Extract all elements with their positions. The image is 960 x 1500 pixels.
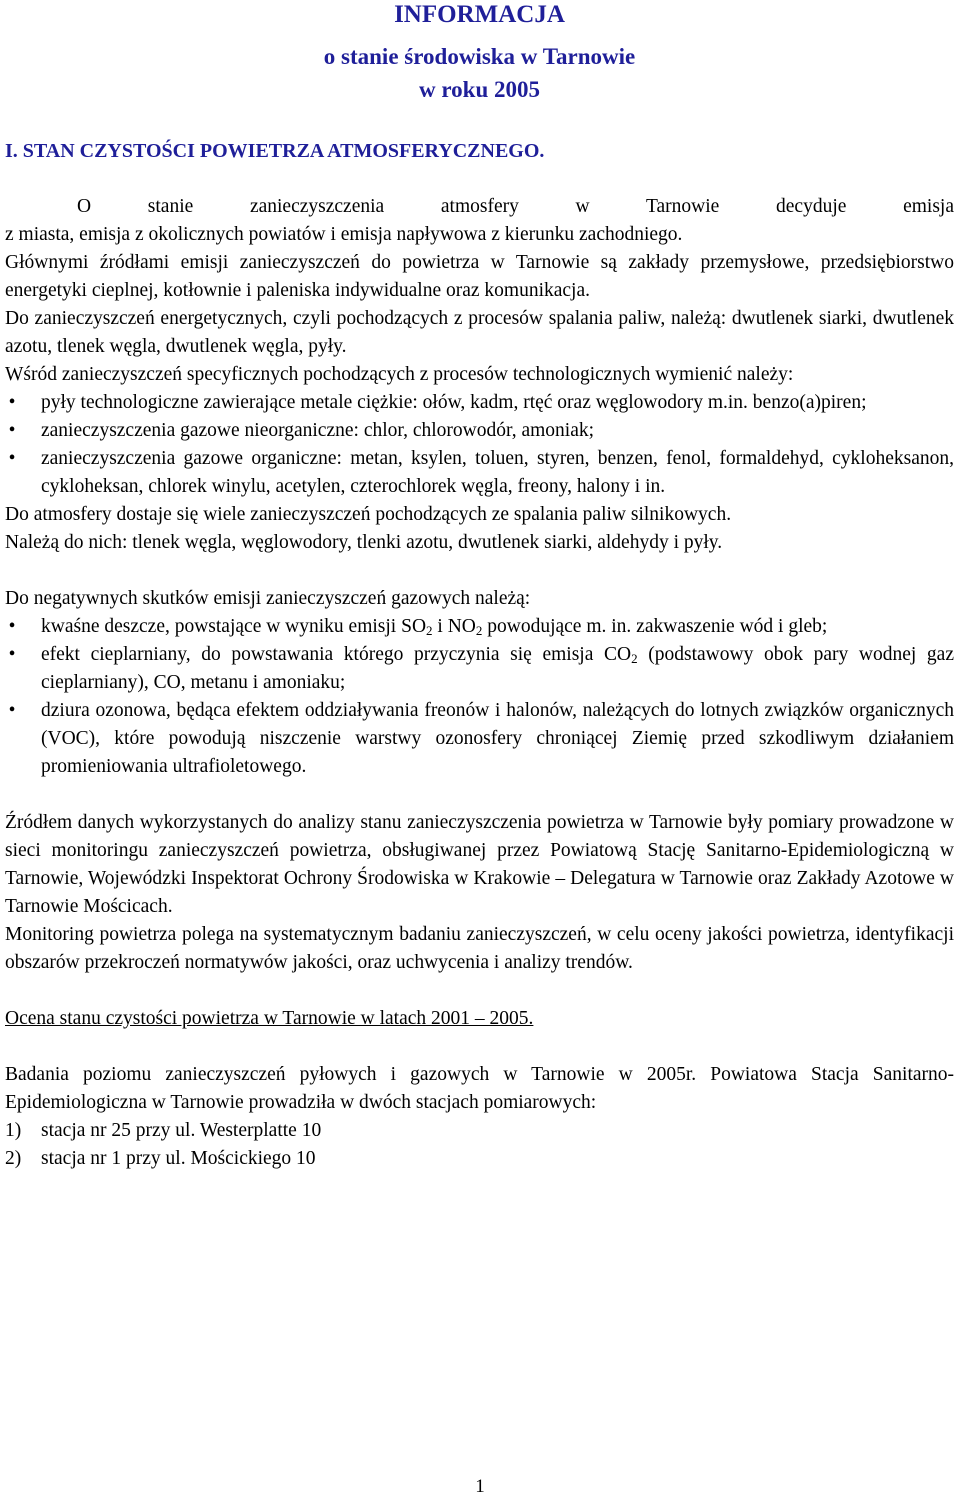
page-number: 1 xyxy=(475,1476,485,1497)
list-item: • kwaśne deszcze, powstające w wyniku emisji $SO_2$ i $NO_2$ powodujące m. in. zakwaszenie wód i gleb; xyxy=(5,613,954,641)
section-heading: I. STAN CZYSTOŚCI POWIETRZA ATMOSFERYCZNEGO. xyxy=(5,140,545,162)
list-item: • dziura ozonowa, będąca efektem oddziaływania freonów i halonów, należących do lotnych związków organicznych (VOC), które powodują niszczenie warstwy ozonosfery chroniącej Ziemię przed szkodliwym działaniem promieniowania ultrafioletowego. xyxy=(5,697,954,781)
bullet-icon: • xyxy=(8,644,16,665)
list-item: • zanieczyszczenia gazowe nieorganiczne: chlor, chlorowodór, amoniak; xyxy=(5,417,954,445)
paragraph-data-sources: Źródłem danych wykorzystanych do analizy stanu zanieczyszczenia powietrza w Tarnowie były pomiary prowadzone w sieci monitoringu zanieczyszczeń powietrza, obsługiwanej przez Powiatową Stację Sanitarno-Epidemiologiczną w Tarnowie, Wojewódzki Inspektorat Ochrony Środowiska w Krakowie – Delegatura w Tarnowie oraz Zakłady Azotowe w Tarnowie Mościcach. xyxy=(5,812,954,917)
stations-list xyxy=(5,1117,954,1173)
paragraph-measurements: Badania poziomu zanieczyszczeń pyłowych i gazowych w Tarnowie w 2005r. Powiatowa Stacja Sanitarno-Epidemiologiczna w Tarnowie prowadziła w dwóch stacjach pomiarowych: xyxy=(5,1064,954,1113)
paragraph-vehicle-pollutants: Należą do nich: tlenek węgla, węglowodory, tlenki azotu, dwutlenek siarki, aldehydy i pyły. xyxy=(5,532,723,553)
paragraph-vehicle-emissions: Do atmosfery dostaje się wiele zanieczyszczeń pochodzących ze spalania paliw silnikowych. xyxy=(5,504,732,525)
list-item: 2) stacja nr 1 przy ul. Mościckiego 10 xyxy=(5,1148,316,1169)
bullet-icon: • xyxy=(8,616,16,637)
subsection-heading: Ocena stanu czystości powietrza w Tarnowie w latach 2001 – 2005. xyxy=(5,1008,534,1029)
paragraph-sources: Głównymi źródłami emisji zanieczyszczeń do powietrza w Tarnowie są zakłady przemysłowe, przedsiębiorstwo energetyki cieplnej, kotłownie i paleniska indywidualne oraz komunikacja. xyxy=(5,252,954,301)
document-year: w roku 2005 xyxy=(419,77,540,102)
paragraph-intro-line2: z miasta, emisja z okolicznych powiatów i emisja napływowa z kierunku zachodniego. xyxy=(5,224,683,245)
document-title: INFORMACJA xyxy=(394,1,565,28)
paragraph-specific-pollutants: Wśród zanieczyszczeń specyficznych pochodzących z procesów technologicznych wymienić należy: xyxy=(5,364,794,385)
paragraph-monitoring: Monitoring powietrza polega na systematycznym badaniu zanieczyszczeń, w celu oceny jakości powietrza, identyfikacji obszarów przekroczeń normatywów jakości, oraz uchwycenia i analizy trendów. xyxy=(5,924,954,973)
bullet-icon: • xyxy=(8,448,16,469)
paragraph-energy-pollutants: Do zanieczyszczeń energetycznych, czyli pochodzących z procesów spalania paliw, należą: dwutlenek siarki, dwutlenek azotu, tlenek węgla, dwutlenek węgla, pyły. xyxy=(5,308,954,357)
effects-list xyxy=(5,613,954,781)
document-subtitle: o stanie środowiska w Tarnowie xyxy=(323,44,636,69)
bullet-icon: • xyxy=(8,392,16,413)
bullet-icon: • xyxy=(8,420,16,441)
pollutant-list xyxy=(5,389,954,501)
bullet-icon: • xyxy=(8,700,16,721)
list-item: • pyły technologiczne zawierające metale ciężkie: ołów, kadm, rtęć oraz węglowodory m.in. benzo(a)piren; xyxy=(5,389,954,417)
list-item: 1) stacja nr 25 przy ul. Westerplatte 10 xyxy=(5,1120,322,1141)
paragraph-intro-line1: O stanie zanieczyszczenia atmosfery w Tarnowie decyduje emisja xyxy=(77,196,954,217)
paragraph-negative-effects: Do negatywnych skutków emisji zanieczyszczeń gazowych należą: xyxy=(5,588,531,609)
list-item: • efekt cieplarniany, do powstawania którego przyczynia się emisja $CO_2$ (podstawowy obok pary wodnej gaz cieplarniany), CO, metanu i amoniaku; xyxy=(5,641,954,697)
list-item: • zanieczyszczenia gazowe organiczne: metan, ksylen, toluen, styren, benzen, fenol, formaldehyd, cykloheksanon, cykloheksan, chlorek winylu, acetylen, czterochlorek węgla, freony, halony i in. xyxy=(5,445,954,501)
